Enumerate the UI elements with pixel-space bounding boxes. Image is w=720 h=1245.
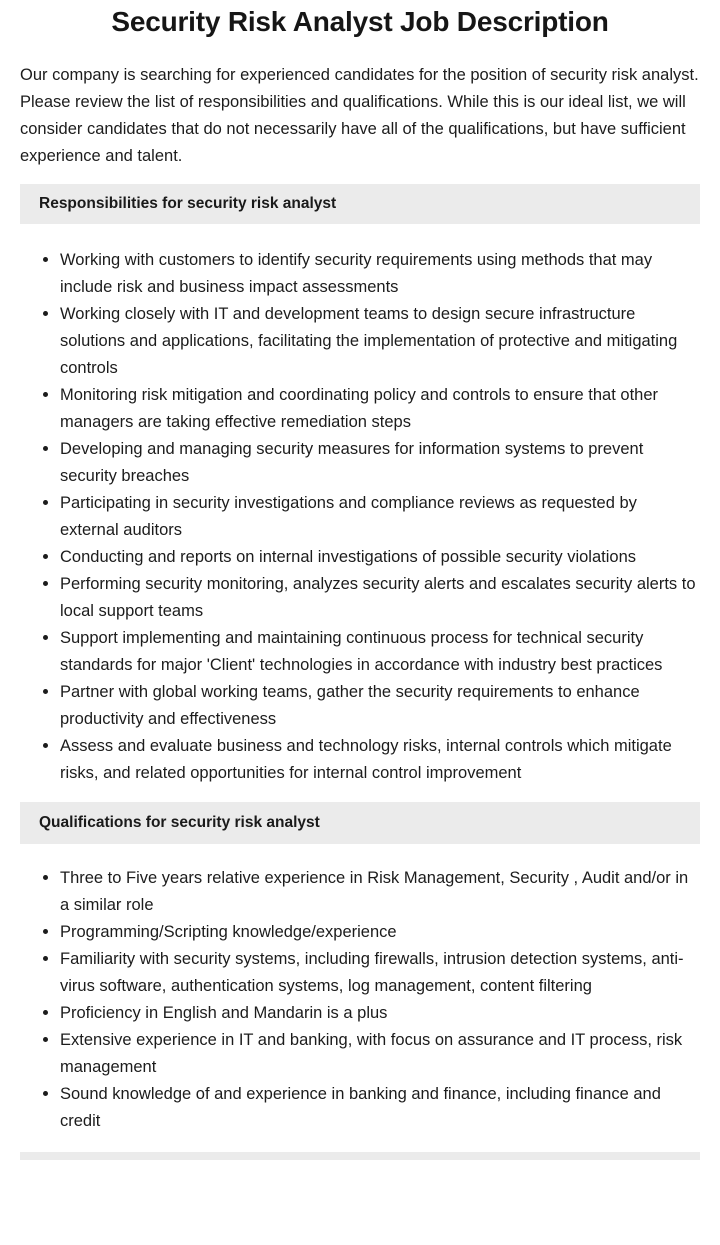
- bullet-icon: [43, 392, 48, 397]
- responsibility-item: [60, 733, 700, 787]
- job-description-page: [0, 4, 720, 1245]
- responsibility-item: [60, 301, 700, 382]
- next-section-band-cutoff: [20, 1152, 700, 1160]
- qualification-item-text: Extensive experience in IT and banking, with focus on assurance and IT process, risk management: [60, 1031, 683, 1076]
- qualifications-section-heading: [20, 802, 700, 844]
- page-title: Security Risk Analyst Job Description: [111, 6, 609, 37]
- bullet-icon: [43, 929, 48, 934]
- intro-paragraph: Our company is searching for experienced candidates for the position of security risk analyst. Please review the list of responsibilities and qualifications. While this is our ideal list, we will consider candidates that do not necessarily have all of the qualifications, but have sufficient experience and talent.: [20, 66, 699, 165]
- bullet-icon: [43, 875, 48, 880]
- qualification-item: [60, 946, 700, 1000]
- responsibility-item: [60, 625, 700, 679]
- bullet-icon: [43, 446, 48, 451]
- responsibility-item: [60, 382, 700, 436]
- qualification-item: [60, 1000, 700, 1027]
- responsibilities-list: [20, 247, 700, 787]
- bullet-icon: [43, 311, 48, 316]
- responsibility-item-text: Performing security monitoring, analyzes security alerts and escalates security alerts to local support teams: [60, 575, 696, 620]
- responsibility-item: [60, 679, 700, 733]
- responsibilities-heading-label: Responsibilities for security risk analyst: [39, 195, 337, 212]
- qualifications-list: [20, 865, 700, 1135]
- responsibilities-section-heading: [20, 184, 700, 224]
- responsibility-item: [60, 247, 700, 301]
- qualification-item: [60, 1081, 700, 1135]
- responsibility-item: [60, 571, 700, 625]
- bullet-icon: [43, 500, 48, 505]
- qualification-item: [60, 1027, 700, 1081]
- bullet-icon: [43, 956, 48, 961]
- responsibility-item: [60, 490, 700, 544]
- qualification-item-text: Sound knowledge of and experience in banking and finance, including finance and credit: [60, 1085, 661, 1130]
- responsibility-item-text: Conducting and reports on internal investigations of possible security violations: [60, 548, 636, 566]
- bullet-icon: [43, 635, 48, 640]
- responsibility-item-text: Partner with global working teams, gather the security requirements to enhance productivity and effectiveness: [60, 683, 640, 728]
- responsibility-item-text: Assess and evaluate business and technology risks, internal controls which mitigate risks, and related opportunities for internal control improvement: [60, 737, 672, 782]
- qualification-item-text: Programming/Scripting knowledge/experience: [60, 923, 397, 941]
- qualification-item: [60, 865, 700, 919]
- bullet-icon: [43, 743, 48, 748]
- bullet-icon: [43, 257, 48, 262]
- responsibility-item-text: Working closely with IT and development teams to design secure infrastructure solutions and applications, facilitating the implementation of protective and mitigating controls: [60, 305, 678, 377]
- responsibility-item: [60, 544, 700, 571]
- responsibility-item-text: Working with customers to identify security requirements using methods that may include risk and business impact assessments: [60, 251, 653, 296]
- bullet-icon: [43, 554, 48, 559]
- responsibility-item: [60, 436, 700, 490]
- bullet-icon: [43, 581, 48, 586]
- bullet-icon: [43, 1037, 48, 1042]
- qualification-item-text: Proficiency in English and Mandarin is a plus: [60, 1004, 388, 1022]
- responsibility-item-text: Support implementing and maintaining continuous process for technical security standards for major 'Client' technologies in accordance with industry best practices: [60, 629, 663, 674]
- qualification-item-text: Three to Five years relative experience in Risk Management, Security , Audit and/or in a similar role: [60, 869, 689, 914]
- qualification-item-text: Familiarity with security systems, including firewalls, intrusion detection systems, anti-virus software, authentication systems, log management, content filtering: [60, 950, 684, 995]
- qualification-item: [60, 919, 700, 946]
- responsibility-item-text: Developing and managing security measures for information systems to prevent security breaches: [60, 440, 644, 485]
- responsibility-item-text: Monitoring risk mitigation and coordinating policy and controls to ensure that other managers are taking effective remediation steps: [60, 386, 658, 431]
- bullet-icon: [43, 1091, 48, 1096]
- qualifications-heading-label: Qualifications for security risk analyst: [39, 814, 320, 831]
- responsibility-item-text: Participating in security investigations and compliance reviews as requested by external auditors: [60, 494, 637, 539]
- bullet-icon: [43, 1010, 48, 1015]
- bullet-icon: [43, 689, 48, 694]
